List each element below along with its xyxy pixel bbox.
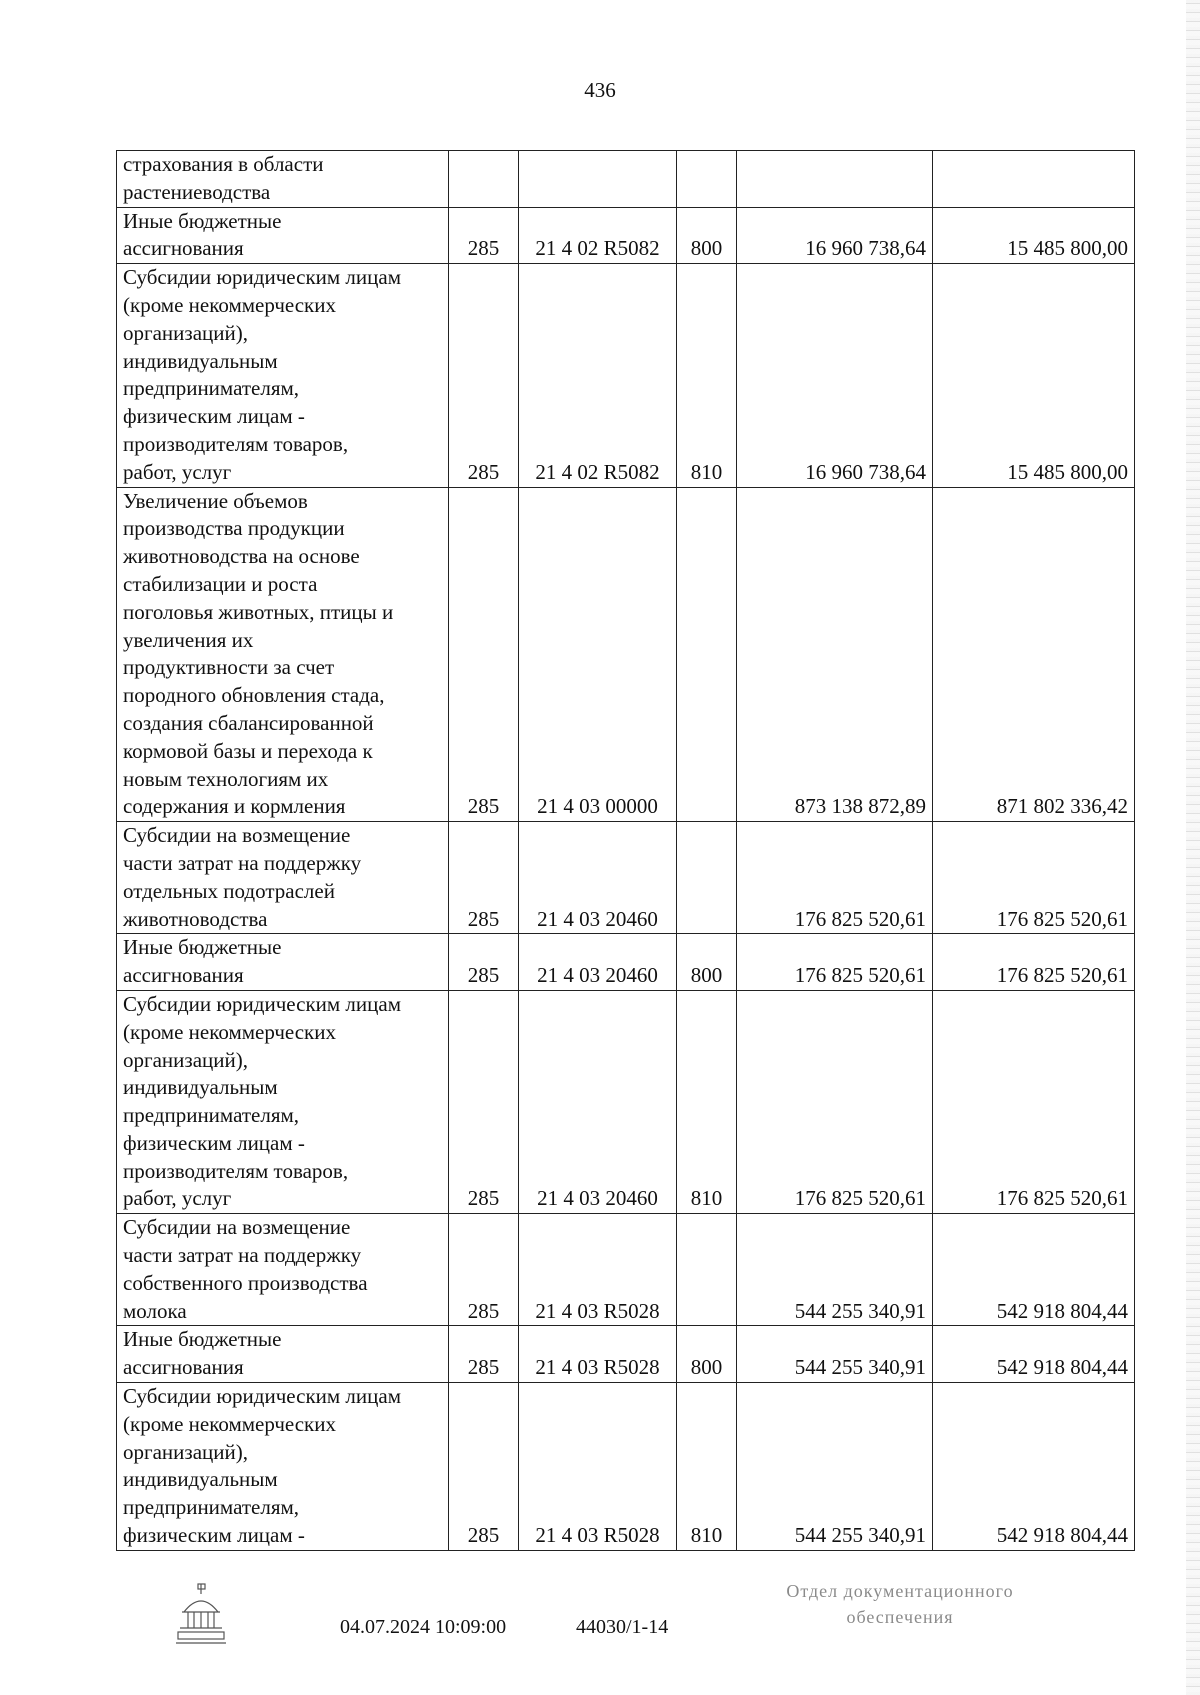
row-name-line: собственного производства [123, 1270, 368, 1295]
expense-type-code-cell: 810 [677, 990, 737, 1213]
amount-2-cell: 542 918 804,44 [933, 1214, 1135, 1326]
table-row [117, 207, 1135, 264]
row-name-line: ассигнования [123, 1355, 244, 1380]
target-article-code-cell: 21 4 02 R5082 [519, 264, 677, 487]
row-name-line: отдельных подотраслей [123, 878, 335, 903]
row-name-line: Субсидии юридическим лицам [123, 991, 401, 1016]
table-row [117, 1214, 1135, 1326]
row-name-line: животноводства [123, 906, 268, 931]
department-code-cell: 285 [449, 822, 519, 934]
department-code-cell: 285 [449, 990, 519, 1213]
stamp-line-1: Отдел документационного [786, 1581, 1014, 1601]
expense-type-code-cell [677, 151, 737, 208]
amount-1-cell: 544 255 340,91 [737, 1214, 933, 1326]
amount-2-cell: 176 825 520,61 [933, 822, 1135, 934]
row-name-line: новым технологиям их [123, 766, 329, 791]
target-article-code-cell: 21 4 03 20460 [519, 934, 677, 991]
table-row [117, 1326, 1135, 1383]
department-code-cell: 285 [449, 1326, 519, 1383]
row-name-line: создания сбалансированной [123, 710, 374, 735]
expense-type-code-cell: 810 [677, 1383, 737, 1551]
row-name-line: работ, услуг [123, 459, 232, 484]
row-name-line: стабилизации и роста [123, 571, 318, 596]
row-name-line: предпринимателям, [123, 376, 300, 401]
expense-type-code-cell: 800 [677, 934, 737, 991]
row-name-line: Увеличение объемов [123, 488, 308, 513]
amount-1-cell: 544 255 340,91 [737, 1383, 933, 1551]
row-name-line: индивидуальным [123, 1075, 278, 1100]
amount-2-cell: 542 918 804,44 [933, 1326, 1135, 1383]
amount-1-cell: 176 825 520,61 [737, 934, 933, 991]
stamp-line-2: обеспечения [846, 1607, 954, 1627]
table-row [117, 487, 1135, 822]
row-name-line: (кроме некоммерческих [123, 1019, 336, 1044]
row-name-line: Иные бюджетные [123, 208, 282, 233]
amount-2-cell: 15 485 800,00 [933, 264, 1135, 487]
row-name-line: физическим лицам - [123, 1130, 305, 1155]
target-article-code-cell [519, 151, 677, 208]
amount-1-cell: 16 960 738,64 [737, 207, 933, 264]
amount-1-cell: 544 255 340,91 [737, 1326, 933, 1383]
row-name-line: индивидуальным [123, 1467, 278, 1492]
department-code-cell: 285 [449, 487, 519, 822]
row-name-cell [117, 990, 449, 1213]
amount-1-cell: 16 960 738,64 [737, 264, 933, 487]
row-name-cell [117, 1326, 449, 1383]
row-name-line: организаций), [123, 1047, 248, 1072]
row-name-line: (кроме некоммерческих [123, 1411, 336, 1436]
row-name-line: организаций), [123, 320, 248, 345]
row-name-line: ассигнования [123, 963, 244, 988]
expense-type-code-cell [677, 1214, 737, 1326]
target-article-code-cell: 21 4 03 20460 [519, 822, 677, 934]
row-name-line: предпринимателям, [123, 1495, 300, 1520]
row-name-cell [117, 207, 449, 264]
registration-number: 44030/1-14 [576, 1616, 669, 1638]
row-name-line: молока [123, 1298, 187, 1323]
row-name-line: ассигнования [123, 236, 244, 261]
row-name-line: поголовья животных, птицы и [123, 599, 394, 624]
row-name-cell [117, 264, 449, 487]
row-name-line: части затрат на поддержку [123, 850, 362, 875]
department-code-cell: 285 [449, 1214, 519, 1326]
table-row [117, 151, 1135, 208]
table-row [117, 934, 1135, 991]
department-code-cell: 285 [449, 934, 519, 991]
amount-2-cell [933, 151, 1135, 208]
amount-1-cell [737, 151, 933, 208]
row-name-line: увеличения их [123, 627, 254, 652]
row-name-line: Иные бюджетные [123, 935, 282, 960]
row-name-cell [117, 1214, 449, 1326]
page-number: 436 [584, 78, 616, 102]
row-name-line: предпринимателям, [123, 1103, 300, 1128]
amount-2-cell: 15 485 800,00 [933, 207, 1135, 264]
target-article-code-cell: 21 4 03 00000 [519, 487, 677, 822]
target-article-code-cell: 21 4 03 R5028 [519, 1214, 677, 1326]
row-name-line: производителям товаров, [123, 1158, 349, 1183]
registration-datetime: 04.07.2024 10:09:00 [340, 1616, 507, 1638]
page-footer [0, 1578, 1200, 1678]
row-name-cell [117, 934, 449, 991]
table-row [117, 264, 1135, 487]
row-name-line: работ, услуг [123, 1186, 232, 1211]
row-name-line: животноводства на основе [123, 544, 360, 569]
row-name-line: страхования в области [123, 152, 324, 176]
row-name-line: содержания и кормления [123, 794, 346, 819]
table-row [117, 1383, 1135, 1551]
row-name-line: породного обновления стада, [123, 683, 385, 708]
row-name-line: Субсидии на возмещение [123, 823, 351, 848]
department-code-cell: 285 [449, 207, 519, 264]
duma-building-emblem-icon [172, 1582, 230, 1646]
row-name-line: производителям товаров, [123, 431, 349, 456]
row-name-cell [117, 822, 449, 934]
row-name-line: растениеводства [123, 179, 271, 204]
expense-type-code-cell [677, 487, 737, 822]
budget-table-body [117, 151, 1135, 1551]
table-row [117, 990, 1135, 1213]
department-code-cell: 285 [449, 1383, 519, 1551]
amount-1-cell: 873 138 872,89 [737, 487, 933, 822]
amount-2-cell: 176 825 520,61 [933, 934, 1135, 991]
row-name-cell [117, 487, 449, 822]
scan-edge-artifact [1186, 0, 1200, 1695]
row-name-line: Субсидии юридическим лицам [123, 265, 401, 290]
target-article-code-cell: 21 4 03 R5028 [519, 1326, 677, 1383]
row-name-cell [117, 151, 449, 208]
row-name-line: индивидуальным [123, 348, 278, 373]
target-article-code-cell: 21 4 02 R5082 [519, 207, 677, 264]
row-name-line: Субсидии на возмещение [123, 1215, 351, 1240]
target-article-code-cell: 21 4 03 20460 [519, 990, 677, 1213]
row-name-line: Субсидии юридическим лицам [123, 1384, 401, 1409]
target-article-code-cell: 21 4 03 R5028 [519, 1383, 677, 1551]
row-name-line: (кроме некоммерческих [123, 292, 336, 317]
table-row [117, 822, 1135, 934]
budget-table [116, 150, 1135, 1551]
department-code-cell: 285 [449, 264, 519, 487]
department-code-cell [449, 151, 519, 208]
row-name-line: продуктивности за счет [123, 655, 335, 680]
amount-1-cell: 176 825 520,61 [737, 990, 933, 1213]
row-name-line: Иные бюджетные [123, 1327, 282, 1352]
row-name-line: части затрат на поддержку [123, 1243, 362, 1268]
expense-type-code-cell: 800 [677, 1326, 737, 1383]
department-stamp [760, 1578, 1040, 1630]
row-name-line: кормовой базы и перехода к [123, 738, 373, 763]
amount-2-cell: 871 802 336,42 [933, 487, 1135, 822]
amount-1-cell: 176 825 520,61 [737, 822, 933, 934]
expense-type-code-cell [677, 822, 737, 934]
amount-2-cell: 542 918 804,44 [933, 1383, 1135, 1551]
row-name-cell [117, 1383, 449, 1551]
amount-2-cell: 176 825 520,61 [933, 990, 1135, 1213]
row-name-line: организаций), [123, 1439, 248, 1464]
expense-type-code-cell: 810 [677, 264, 737, 487]
row-name-line: производства продукции [123, 516, 345, 541]
expense-type-code-cell: 800 [677, 207, 737, 264]
row-name-line: физическим лицам - [123, 1523, 305, 1548]
row-name-line: физическим лицам - [123, 404, 305, 429]
